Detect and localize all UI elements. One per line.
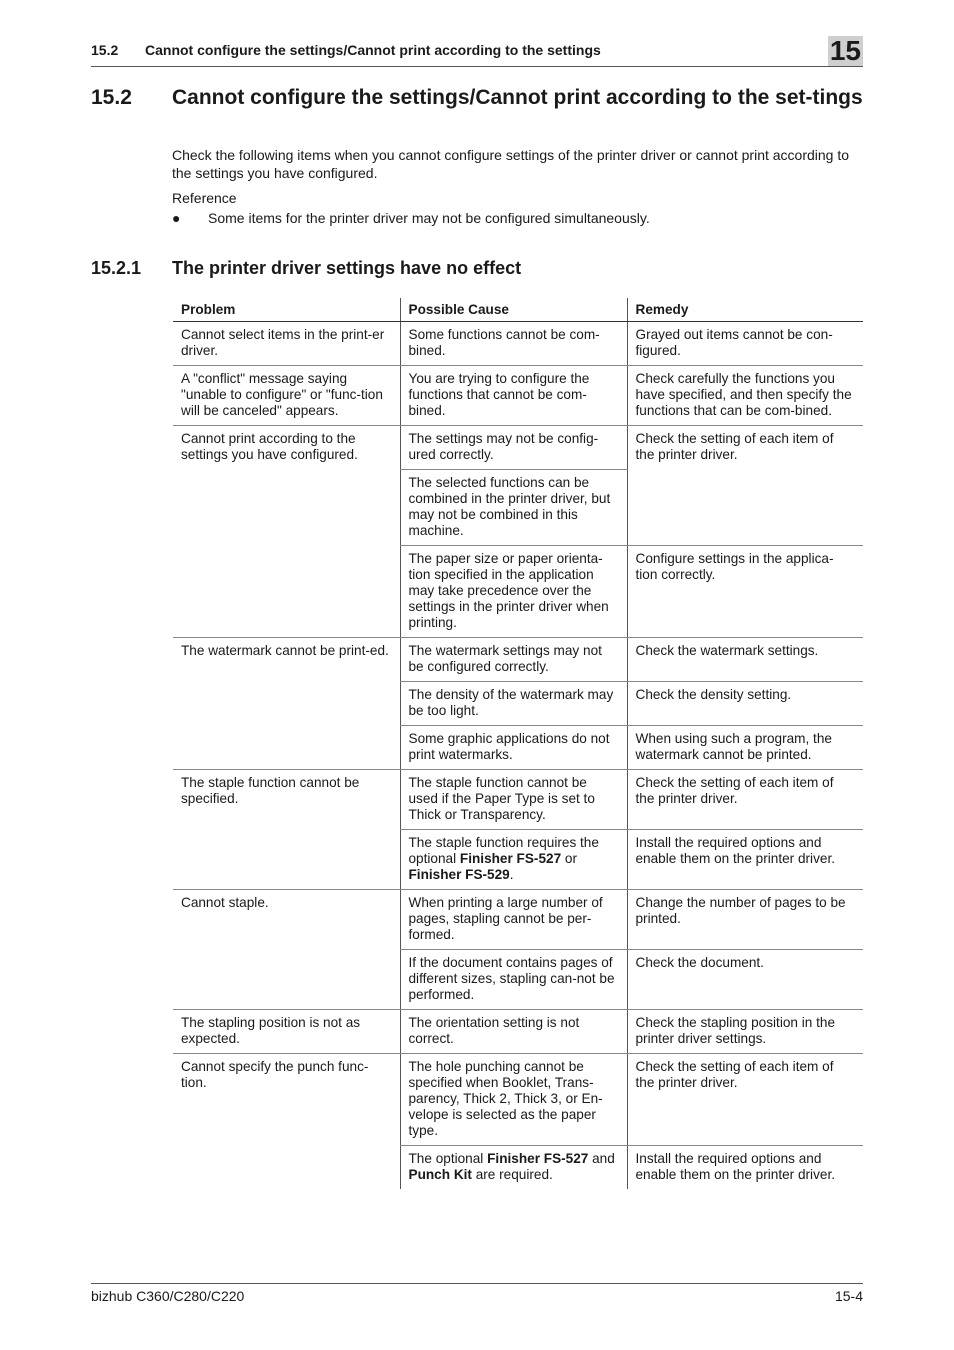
- remedy-cell: Check carefully the functions you have specified, and then specify the functions that can be com-bined.: [627, 366, 863, 426]
- cause-cell: The selected functions can be combined in the printer driver, but may not be combined in this machine.: [400, 470, 627, 546]
- header-cause: Possible Cause: [400, 298, 627, 322]
- troubleshooting-table: [173, 298, 863, 1189]
- remedy-cell: Check the setting of each item of the printer driver.: [627, 1054, 863, 1146]
- cause-text: are required.: [471, 1167, 553, 1182]
- cause-cell: The settings may not be config-ured correctly.: [400, 426, 627, 470]
- section-number: 15.2: [91, 86, 132, 109]
- header-section-title: Cannot configure the settings/Cannot print according to the settings: [145, 42, 601, 58]
- problem-cell: The stapling position is not as expected.: [173, 1010, 400, 1054]
- cause-text: The optional: [408, 1151, 488, 1166]
- cause-cell: The staple function cannot be used if the Paper Type is set to Thick or Transparency.: [400, 770, 627, 830]
- remedy-cell: Check the setting of each item of the printer driver.: [627, 426, 863, 546]
- cause-cell: The hole punching cannot be specified when Booklet, Trans-parency, Thick 2, Thick 3, or En-velope is selected as the paper type.: [400, 1054, 627, 1146]
- cause-cell: The watermark settings may not be configured correctly.: [400, 638, 627, 682]
- table-row: [173, 366, 863, 426]
- subsection-number: 15.2.1: [91, 258, 142, 278]
- finisher-name: Finisher FS-527: [487, 1151, 589, 1166]
- page-footer: [91, 1283, 863, 1304]
- remedy-cell: Check the watermark settings.: [627, 638, 863, 682]
- punch-kit-name: Punch Kit: [408, 1167, 472, 1182]
- table-row: [173, 638, 863, 682]
- section-title: Cannot configure the settings/Cannot print according to the set-tings: [172, 86, 863, 109]
- table-row: [173, 1054, 863, 1146]
- problem-cell: Cannot print according to the settings you have configured.: [173, 426, 400, 638]
- finisher-name: Finisher FS-529: [408, 867, 510, 882]
- intro-paragraph: Check the following items when you cannot configure settings of the printer driver or cannot print according to the settings you have configured.: [172, 147, 850, 181]
- cause-cell: Some graphic applications do not print watermarks.: [400, 726, 627, 770]
- header-remedy: Remedy: [627, 298, 863, 322]
- table-row: [173, 770, 863, 830]
- remedy-cell: Install the required options and enable them on the printer driver.: [627, 830, 863, 890]
- bullet-icon: ●: [172, 210, 181, 226]
- table-row: [173, 1010, 863, 1054]
- remedy-cell: When using such a program, the watermark cannot be printed.: [627, 726, 863, 770]
- remedy-cell: Configure settings in the applica-tion correctly.: [627, 546, 863, 638]
- table-header-row: [173, 298, 863, 322]
- finisher-name: Finisher FS-527: [459, 851, 562, 866]
- cause-text: .: [509, 867, 514, 882]
- cause-cell: [400, 1146, 627, 1190]
- cause-cell: If the document contains pages of different sizes, stapling can-not be performed.: [400, 950, 627, 1010]
- problem-cell: The watermark cannot be print-ed.: [173, 638, 400, 770]
- reference-text: Some items for the printer driver may not be configured simultaneously.: [208, 210, 650, 226]
- problem-cell: Cannot specify the punch func-tion.: [181, 1059, 369, 1090]
- cause-text: and: [588, 1151, 615, 1166]
- footer-page-number: 15-4: [834, 1288, 863, 1304]
- table-row: [173, 426, 863, 470]
- cause-text: The staple function requires the optional: [408, 835, 599, 866]
- problem-cell: The staple function cannot be specified.: [173, 770, 400, 890]
- running-header: [91, 35, 863, 67]
- cause-cell: The orientation setting is not correct.: [400, 1010, 627, 1054]
- remedy-cell: Change the number of pages to be printed.: [627, 890, 863, 950]
- problem-cell: Cannot select items in the print-er driver.: [173, 322, 400, 366]
- problem-cell: A "conflict" message saying "unable to configure" or "func-tion will be canceled" appears.: [173, 366, 400, 426]
- header-problem: Problem: [173, 298, 400, 322]
- remedy-cell: Check the document.: [627, 950, 863, 1010]
- problem-cell: Cannot staple.: [173, 890, 400, 1010]
- footer-product: bizhub C360/C280/C220: [91, 1288, 245, 1304]
- remedy-cell: Grayed out items cannot be con-figured.: [627, 322, 863, 366]
- subsection-title: The printer driver settings have no effect: [172, 258, 522, 278]
- cause-cell: [400, 830, 627, 890]
- remedy-cell: Install the required options and enable them on the printer driver.: [627, 1146, 863, 1190]
- remedy-cell: Check the setting of each item of the printer driver.: [627, 770, 863, 830]
- cause-cell: The paper size or paper orienta-tion specified in the application may take precedence over the settings in the printer driver when printing.: [400, 546, 627, 638]
- header-section-number: 15.2: [91, 42, 119, 58]
- remedy-cell: Check the stapling position in the printer driver settings.: [627, 1010, 863, 1054]
- chapter-number: 15: [829, 35, 861, 66]
- remedy-cell: Check the density setting.: [627, 682, 863, 726]
- table-row: [173, 322, 863, 366]
- cause-text: or: [561, 851, 578, 866]
- cause-cell: When printing a large number of pages, stapling cannot be per-formed.: [400, 890, 627, 950]
- cause-cell: You are trying to configure the functions that cannot be com-bined.: [400, 366, 627, 426]
- cause-cell: Some functions cannot be com-bined.: [400, 322, 627, 366]
- table-row: [173, 890, 863, 950]
- reference-label: Reference: [172, 190, 237, 206]
- cause-cell: The density of the watermark may be too light.: [400, 682, 627, 726]
